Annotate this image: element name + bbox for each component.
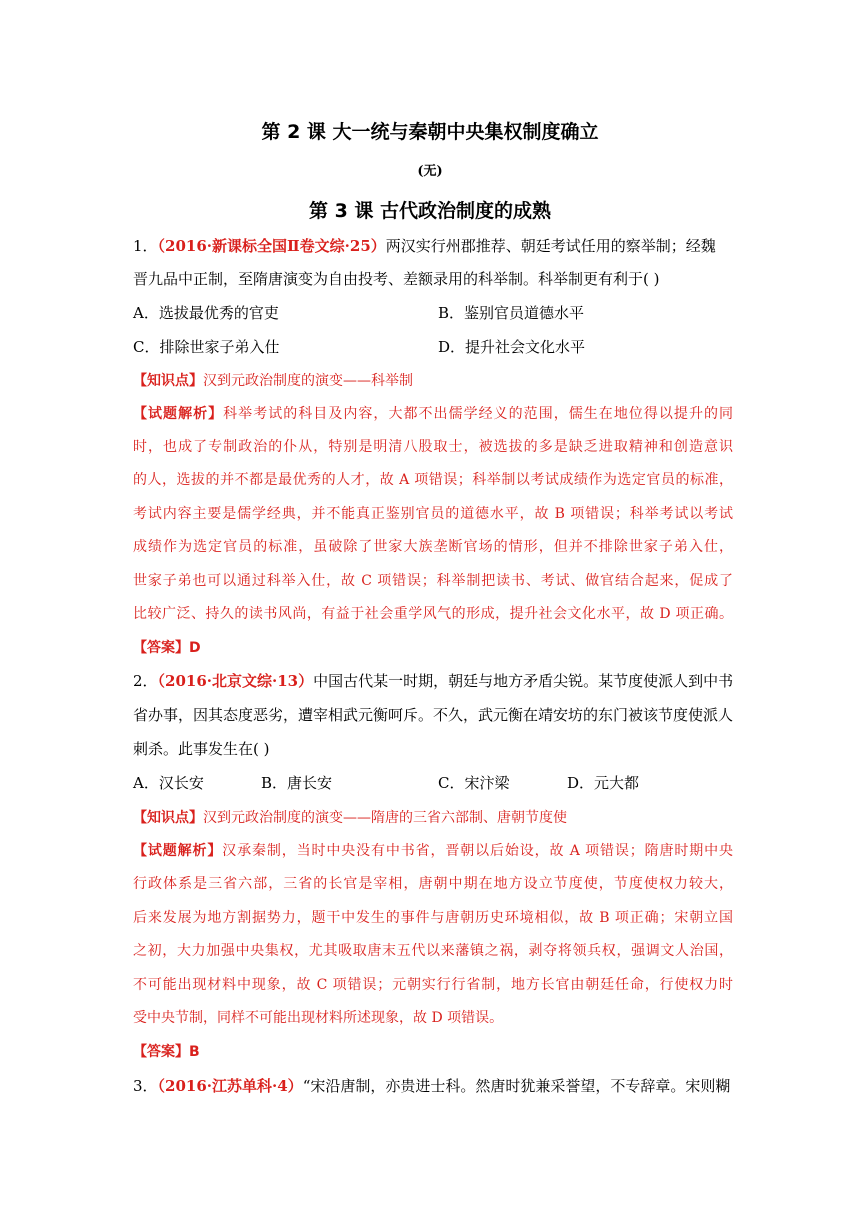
q2-source: （2016·北京文综·13） bbox=[157, 672, 314, 690]
q1-option-b: B．鉴别官员道德水平 bbox=[438, 304, 585, 322]
q2-option-a: A．汉长安 bbox=[133, 774, 204, 792]
q2-stem-text1: 中国古代某一时期，朝廷与地方矛盾尖锐。某节度使派人到中书 bbox=[313, 672, 734, 690]
lesson2-subtitle: (无) bbox=[417, 164, 443, 179]
q2-kp-text: 汉到元政治制度的演变——隋唐的三省六部制、唐朝节度使 bbox=[203, 810, 567, 826]
q1-analysis-line2: 时，也成了专制政治的仆从，特别是明清八股取士，被选拔的多是缺乏进取精神和创造意识 bbox=[133, 439, 733, 455]
q2-answer-label: 【答案】 bbox=[133, 1044, 189, 1060]
q1-analysis-line3: 的人，选拔的并不都是最优秀的人才，故 A 项错误；科举制以考试成绩作为选定官员的标准， bbox=[133, 472, 733, 488]
q2-knowledge-point bbox=[133, 808, 733, 828]
q3-stem-text1: “宋沿唐制，亦贵进士科。然唐时犹兼采誉望，不专辞章。宋则糊 bbox=[302, 1077, 731, 1095]
q1-source: （2016·新课标全国Ⅱ卷文综·25） bbox=[157, 237, 386, 255]
q2-analysis-line4: 之初，大力加强中央集权，尤其吸取唐末五代以来藩镇之祸，剥夺将领兵权，强调文人治国， bbox=[133, 943, 733, 959]
q1-answer-label: 【答案】 bbox=[133, 640, 189, 656]
q2-analysis-line3: 后来发展为地方割据势力，题干中发生的事件与唐朝历史环境相似，故 B 项正确；宋朝立国 bbox=[133, 910, 733, 926]
q1-answer-value: D bbox=[189, 640, 201, 656]
q2-option-d: D．元大都 bbox=[567, 774, 640, 792]
q1-analysis-label: 【试题解析】 bbox=[133, 406, 224, 422]
lesson3-title: 第 3 课 古代政治制度的成熟 bbox=[308, 200, 552, 222]
q2-kp-label: 【知识点】 bbox=[133, 810, 203, 826]
q2-number: 2． bbox=[133, 672, 158, 690]
q1-number: 1． bbox=[133, 237, 158, 255]
q3-number: 3． bbox=[133, 1077, 158, 1095]
q1-kp-label: 【知识点】 bbox=[133, 373, 203, 389]
q2-answer-value: B bbox=[189, 1044, 200, 1060]
q1-answer bbox=[133, 638, 733, 658]
q1-stem-text1: 两汉实行州郡推荐、朝廷考试任用的察举制；经魏 bbox=[385, 237, 716, 255]
q1-analysis-line1 bbox=[133, 404, 733, 424]
q2-analysis-line5: 不可能出现材料中现象，故 C 项错误；元朝实行行省制，地方长官由朝廷任命，行使权力时 bbox=[133, 977, 733, 993]
q1-analysis-line5: 成绩作为选定官员的标准，虽破除了世家大族垄断官场的情形，但并不排除世家子弟入仕， bbox=[133, 539, 733, 555]
q1-analysis-text1: 科举考试的科目及内容，大都不出儒学经义的范围，儒生在地位得以提升的同 bbox=[223, 406, 734, 422]
q2-stem-line3: 刺杀。此事发生在( ) bbox=[133, 740, 270, 758]
lesson2-title: 第 2 课 大一统与秦朝中央集权制度确立 bbox=[261, 121, 599, 143]
q3-stem-line1 bbox=[133, 1076, 733, 1096]
q1-knowledge-point bbox=[133, 371, 733, 391]
q2-analysis-line6: 受中央节制，同样不可能出现材料所述现象，故 D 项错误。 bbox=[133, 1010, 504, 1026]
q2-option-c: C．宋汴梁 bbox=[438, 774, 510, 792]
q1-stem-line2: 晋九品中正制，至隋唐演变为自由投考、差额录用的科举制。科举制更有利于( ) bbox=[133, 270, 660, 288]
q2-analysis-label: 【试题解析】 bbox=[133, 843, 223, 859]
q1-analysis-line4: 考试内容主要是儒学经典，并不能真正鉴别官员的道德水平，故 B 项错误；科举考试以考试 bbox=[133, 506, 733, 522]
q2-option-b: B．唐长安 bbox=[261, 774, 333, 792]
q1-option-d: D．提升社会文化水平 bbox=[438, 338, 586, 356]
q2-analysis-line1 bbox=[133, 841, 733, 861]
q3-source: （2016·江苏单科·4） bbox=[157, 1077, 303, 1095]
q2-answer bbox=[133, 1042, 733, 1062]
q2-stem-line2: 省办事，因其态度恶劣，遭宰相武元衡呵斥。不久，武元衡在靖安坊的东门被该节度使派人 bbox=[133, 706, 734, 724]
q1-kp-text: 汉到元政治制度的演变——科举制 bbox=[203, 373, 413, 389]
q2-analysis-text1: 汉承秦制，当时中央没有中书省，晋朝以后始设，故 A 项错误；隋唐时期中央 bbox=[222, 843, 733, 859]
q1-analysis-line6: 世家子弟也可以通过科举入仕，故 C 项错误；科举制把读书、考试、做官结合起来，促成了 bbox=[133, 573, 733, 589]
q2-analysis-line2: 行政体系是三省六部，三省的长官是宰相，唐朝中期在地方设立节度使，节度使权力较大， bbox=[133, 876, 733, 892]
q1-analysis-line7: 比较广泛、持久的读书风尚，有益于社会重学风气的形成，提升社会文化水平，故 D 项正确。 bbox=[133, 606, 733, 622]
q1-option-a: A．选拔最优秀的官吏 bbox=[133, 304, 279, 322]
q1-stem-line1 bbox=[133, 236, 733, 256]
q1-option-c: C．排除世家子弟入仕 bbox=[133, 338, 280, 356]
q2-stem-line1 bbox=[133, 671, 733, 691]
